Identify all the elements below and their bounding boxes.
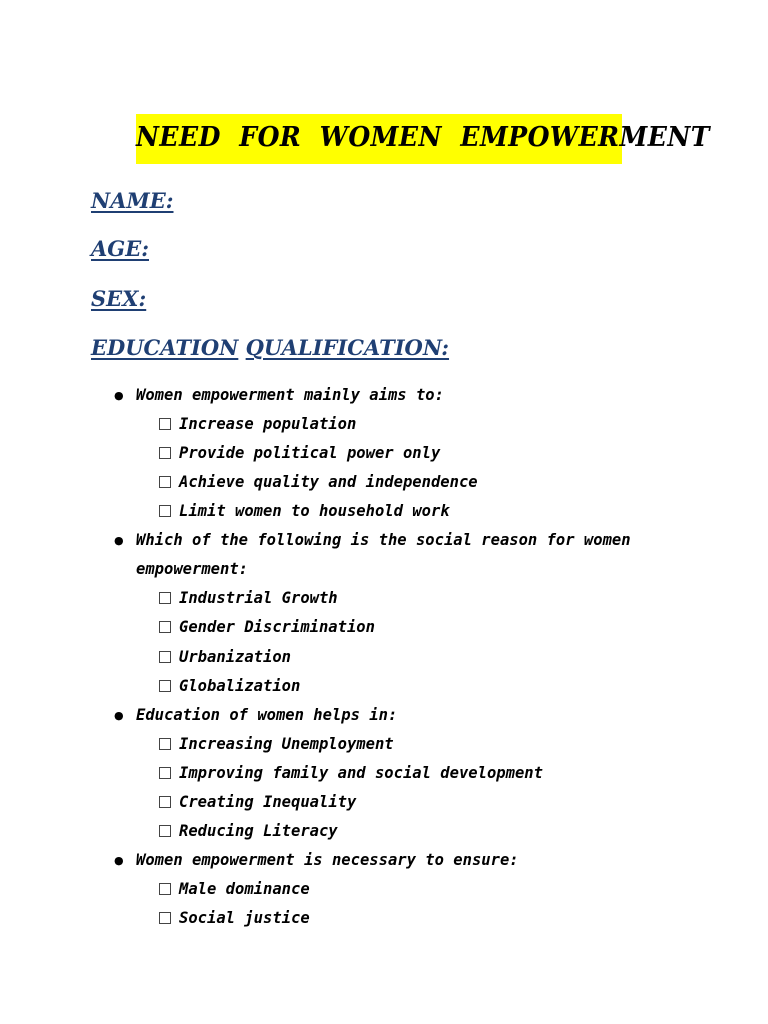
question-3-text: Education of women helps in: (136, 706, 398, 724)
option-label: Increasing Unemployment (179, 735, 394, 753)
checkbox-icon[interactable] (159, 505, 171, 517)
education-field-label (91, 333, 449, 363)
checkbox-icon[interactable] (159, 651, 171, 663)
checkbox-icon[interactable] (159, 447, 171, 459)
name-label: NAME: (91, 188, 174, 213)
question-2-text: Which of the following is the social reason for women (136, 531, 631, 549)
option-label: Limit women to household work (179, 502, 450, 520)
question-4 (114, 850, 519, 871)
option-label: Globalization (179, 677, 301, 695)
option-row[interactable] (159, 821, 338, 841)
question-3 (114, 705, 397, 726)
option-label: Creating Inequality (179, 793, 357, 811)
bullet-icon: ● (114, 854, 124, 867)
education-label-2: QUALIFICATION: (245, 335, 450, 360)
option-label: Achieve quality and independence (179, 473, 478, 491)
option-label: Reducing Literacy (179, 822, 338, 840)
option-label: Increase population (179, 415, 357, 433)
option-row[interactable] (159, 763, 543, 783)
option-row[interactable] (159, 879, 310, 899)
option-row[interactable] (159, 792, 356, 812)
page-title: NEED FOR WOMEN EMPOWERMENT (136, 122, 710, 153)
option-row[interactable] (159, 588, 338, 608)
option-label: Provide political power only (179, 444, 441, 462)
option-row[interactable] (159, 472, 478, 492)
checkbox-icon[interactable] (159, 796, 171, 808)
checkbox-icon[interactable] (159, 418, 171, 430)
bullet-icon: ● (114, 389, 124, 402)
option-row[interactable] (159, 617, 375, 637)
option-row[interactable] (159, 734, 394, 754)
education-label-1: EDUCATION (91, 335, 239, 360)
bullet-icon: ● (114, 709, 124, 722)
sex-label: SEX: (91, 286, 147, 311)
checkbox-icon[interactable] (159, 476, 171, 488)
question-1-text: Women empowerment mainly aims to: (136, 386, 444, 404)
checkbox-icon[interactable] (159, 883, 171, 895)
checkbox-icon[interactable] (159, 767, 171, 779)
age-field-label (91, 234, 149, 264)
sex-field-label (91, 284, 146, 314)
checkbox-icon[interactable] (159, 592, 171, 604)
checkbox-icon[interactable] (159, 680, 171, 692)
option-row[interactable] (159, 501, 450, 521)
option-label: Social justice (179, 909, 310, 927)
question-2-continuation: empowerment: (136, 560, 248, 578)
option-label: Male dominance (179, 880, 310, 898)
age-label: AGE: (91, 236, 149, 261)
checkbox-icon[interactable] (159, 621, 171, 633)
question-4-text: Women empowerment is necessary to ensure: (136, 851, 519, 869)
option-row[interactable] (159, 443, 440, 463)
option-row[interactable] (159, 908, 310, 928)
checkbox-icon[interactable] (159, 912, 171, 924)
checkbox-icon[interactable] (159, 738, 171, 750)
question-2 (114, 530, 631, 551)
option-row[interactable] (159, 676, 300, 696)
name-field-label (91, 186, 174, 216)
bullet-icon: ● (114, 534, 124, 547)
option-row[interactable] (159, 414, 356, 434)
option-label: Urbanization (179, 648, 291, 666)
option-label: Improving family and social development (179, 764, 543, 782)
option-row[interactable] (159, 647, 291, 667)
option-label: Gender Discrimination (179, 618, 375, 636)
checkbox-icon[interactable] (159, 825, 171, 837)
question-1 (114, 385, 444, 406)
option-label: Industrial Growth (179, 589, 338, 607)
